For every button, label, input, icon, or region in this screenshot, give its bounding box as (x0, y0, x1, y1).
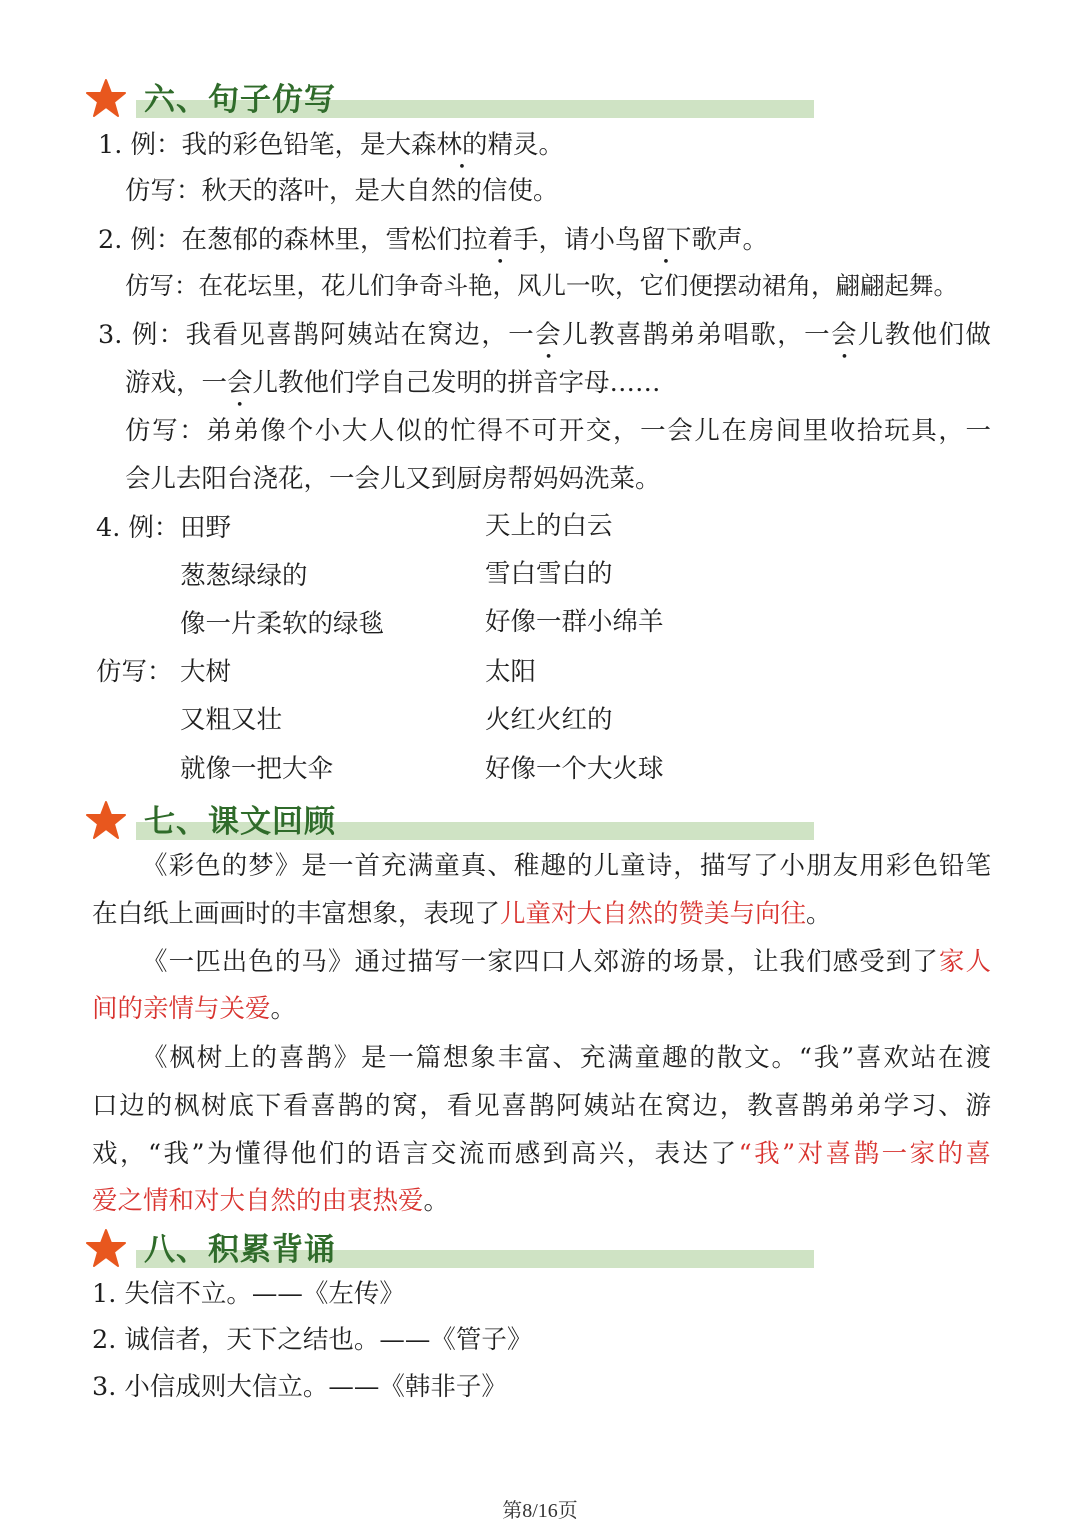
review-paragraph-3-line-4: 爱之情和对大自然的由衷热爱。 (92, 1186, 450, 1216)
dotted-emphasis: 小鸟留下歌声 • (589, 225, 742, 255)
recitation-item: 1. 失信不立。——《左传》 (92, 1279, 405, 1309)
section-heading-8 (86, 1228, 816, 1276)
star-icon (86, 800, 126, 840)
review-paragraph-2-line-2: 间的亲情与关爱。 (92, 994, 297, 1024)
imitation-left-line: 又粗又壮 (180, 705, 283, 735)
example-1: 1. 例：我的彩色铅笔，是大森林的精灵 •。 (98, 127, 564, 163)
highlighted-text: 儿童对大自然的赞美与向往 (500, 899, 807, 929)
review-paragraph-1-line-1: 《彩色的梦》是一首充满童真、稚趣的儿童诗，描写了小朋友用彩色铅笔 (142, 851, 991, 881)
highlighted-text: 间的亲情与关爱 (92, 994, 271, 1024)
imitation-right-line: 太阳 (485, 657, 537, 687)
imitation-right-line: 火红火红的 (485, 705, 613, 735)
imitation-left-line: 大树 (180, 657, 232, 687)
section-heading-7 (86, 800, 816, 848)
review-paragraph-2-line-1: 《一匹出色的马》通过描写一家四口人郊游的场景，让我们感受到了家人 (142, 947, 991, 977)
section-title: 六、句子仿写 (144, 82, 336, 118)
section-title: 七、课文回顾 (144, 804, 336, 840)
review-paragraph-3-line-3: 戏，“我”为懂得他们的语言交流而感到高兴，表达了“我”对喜鹊一家的喜 (92, 1139, 992, 1169)
example-2: 2. 例：在葱郁的森林里，雪松们拉着手，请小鸟留下歌声 •。 (98, 222, 768, 258)
example-1-imitation: 仿写：秋天的落叶，是大自然的信使。 (125, 176, 559, 206)
poem-right-line: 天上的白云 (485, 511, 613, 541)
star-icon (86, 78, 126, 118)
poem-left-line: 田野 (180, 513, 232, 543)
imitation-left-line: 就像一把大伞 (180, 754, 334, 784)
review-paragraph-1-line-2: 在白纸上画画时的丰富想象，表现了儿童对大自然的赞美与向往。 (92, 899, 832, 929)
imitation-label: 仿写： (96, 657, 173, 687)
dotted-emphasis: 一会儿 (201, 368, 279, 398)
page-number: 第8/16页 (502, 1500, 578, 1522)
example-3-line-1: 3. 例：我看见喜鹊阿姨站在窝边，一会儿教喜鹊弟弟唱歌，一会儿教他们做 (98, 320, 991, 350)
example-3-line-2: 游戏，一会儿教他们学自己发明的拼音字母…… (125, 368, 661, 398)
example-2-imitation: 仿写：在花坛里，花儿们争奇斗艳，风儿一吹，它们便摆动裙角，翩翩起舞。 (125, 271, 958, 300)
review-paragraph-3-line-1: 《枫树上的喜鹊》是一篇想象丰富、充满童趣的散文。“我”喜欢站在渡 (142, 1043, 991, 1073)
dotted-emphasis: 一会儿 (508, 320, 589, 350)
example-4-label: 4. 例： (96, 513, 180, 543)
star-icon (86, 1228, 126, 1268)
dotted-emphasis: 拉着手 (461, 225, 539, 255)
example-3-imitation-line-2: 会儿去阳台浇花，一会儿又到厨房帮妈妈洗菜。 (125, 464, 661, 494)
highlighted-text: 爱之情和对大自然的由衷热爱 (92, 1186, 424, 1216)
poem-right-line: 好像一群小绵羊 (485, 607, 664, 637)
dotted-emphasis: 大森林的精灵 • (385, 130, 538, 160)
imitation-right-line: 好像一个大火球 (485, 754, 664, 784)
dotted-emphasis: 一会儿 (804, 320, 885, 350)
recitation-item: 3. 小信成则大信立。——《韩非子》 (92, 1372, 507, 1402)
example-3-imitation-line-1: 仿写：弟弟像个小大人似的忙得不可开交，一会儿在房间里收拾玩具，一 (125, 416, 991, 446)
highlighted-text: 家人 (938, 947, 991, 977)
recitation-item: 2. 诚信者，天下之结也。——《管子》 (92, 1325, 533, 1355)
poem-left-line: 葱葱绿绿的 (180, 561, 308, 591)
review-paragraph-3-line-2: 口边的枫树底下看喜鹊的窝，看见喜鹊阿姨站在窝边，教喜鹊弟弟学习、游 (92, 1091, 991, 1121)
section-title: 八、积累背诵 (144, 1232, 336, 1268)
highlighted-text: “我”对喜鹊一家的喜 (738, 1139, 992, 1169)
poem-left-line: 像一片柔软的绿毯 (180, 609, 385, 639)
section-heading-6 (86, 78, 816, 126)
poem-right-line: 雪白雪白的 (485, 559, 613, 589)
